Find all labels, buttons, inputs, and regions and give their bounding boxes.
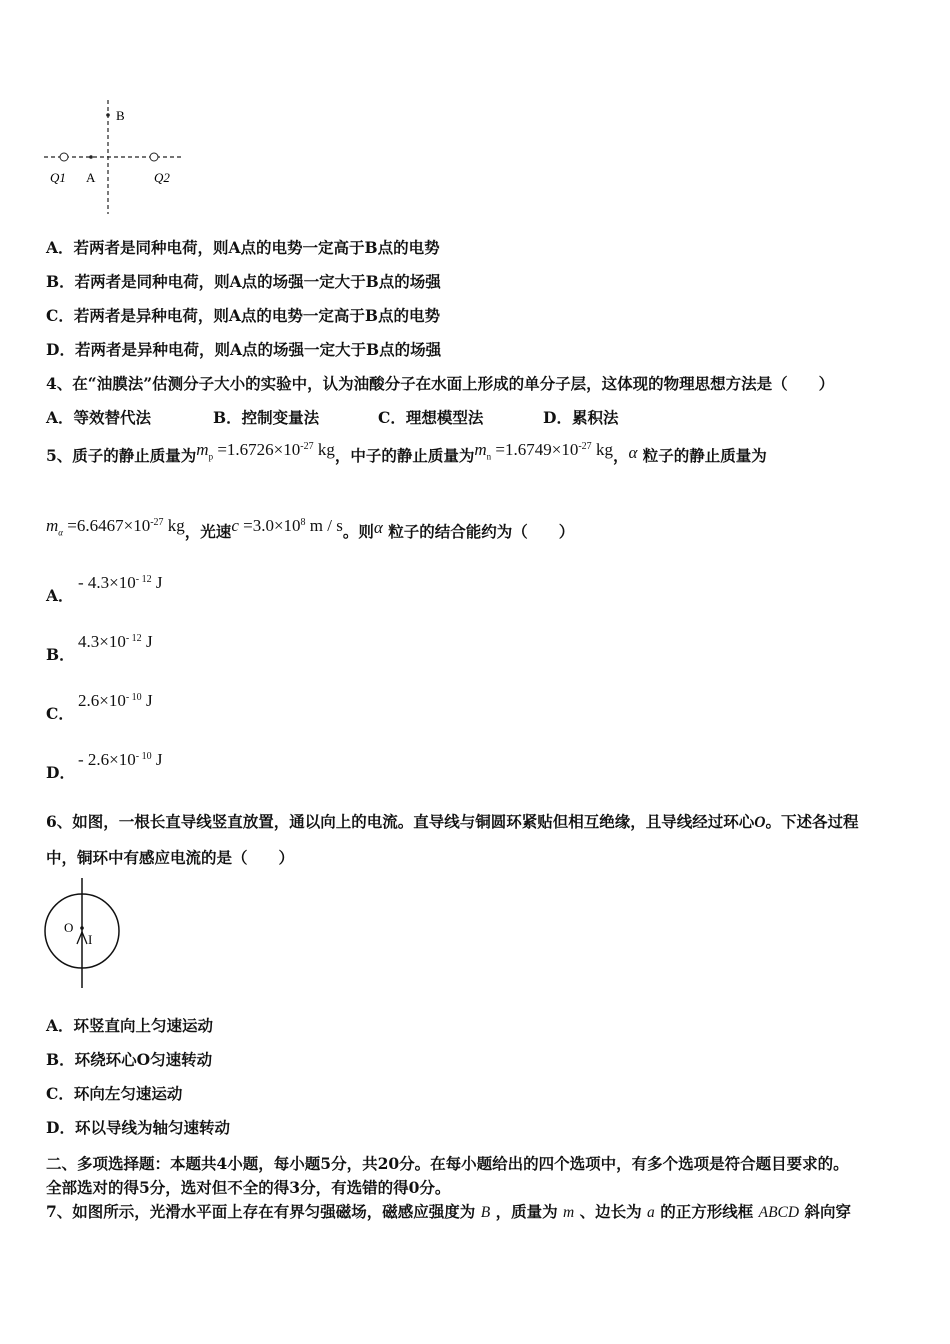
label-o: O [64,920,74,935]
ring-center-dot [80,926,84,930]
q5-mn-unit: kg [595,440,613,459]
q5-c-unit: m / s [309,516,343,535]
q5-text1: 5、质子的静止质量为 [46,446,197,465]
q5-c-value: =3.0×10 [243,516,301,535]
q5-line2: $m_\alpha =6.6467\times 10^{-27}$ kg，光速$c =3.0\times 10^8$ m / s。则α 粒子的结合能约为（ ） [46,516,575,541]
q7-stem: 7、如图所示，光滑水平面上存在有界匀强磁场，磁感应强度为 B ，质量为 m 、边长为 a 的正方形线框 ABCD 斜向穿 [46,1202,851,1221]
q6-stem-line2: 中，铜环中有感应电流的是（ ） [46,848,295,867]
q5-line1: 5、质子的静止质量为$m_p =1.6726\times 10^{-27}$ kg，中子的静止质量为$m_n =1.6749\times 10^{-27}$ kg，α 粒子的静止质量为 [46,440,767,465]
q5-option-d-label: D． [46,763,75,782]
charge-q2 [150,153,158,161]
q6-option-d: D．环以导线为轴匀速转动 [46,1118,230,1137]
q5-option-a-label: A． [46,586,74,605]
q5-option-c-label: C． [46,704,74,723]
label-b: B [116,108,125,123]
q5-option-c-value: $2.6\times 10^{- 10}$ J [78,691,153,710]
q5-text6: 粒子的结合能约为（ ） [388,522,575,541]
q5-mp-unit: kg [317,440,335,459]
ring-wire-figure [40,876,130,992]
q3-option-d: D．若两者是异种电荷，则A点的场强一定大于B点的场强 [46,340,442,359]
q5-ma-value: =6.6467×10 [67,516,151,535]
q4-option-c: C．理想模型法 [378,408,484,427]
q4-option-a: A．等效替代法 [46,408,152,427]
q5-ma-exp: -27 [150,517,164,528]
section2-line2: 全部选对的得5分，选对但不全的得3分，有选错的得0分。 [46,1178,451,1197]
q3-option-c: C．若两者是异种电荷，则A点的电势一定高于B点的电势 [46,306,440,325]
q5-mn-exp: -27 [578,441,592,452]
section2-line1: 二、多项选择题：本题共4小题，每小题5分，共20分。在每小题给出的四个选项中，有多个选项是符合题目要求的。 [46,1154,849,1173]
point-a [89,155,93,159]
label-q1: Q1 [50,170,66,185]
q5-option-a-value: - $4.3\times 10^{- 12}$ J [78,573,163,592]
q4-option-d: D．累积法 [543,408,619,427]
charge-q1 [60,153,68,161]
q5-text4: ，光速 [184,522,232,541]
q5-text2: ，中子的静止质量为 [334,446,475,465]
q5-text5: 。则 [342,522,374,541]
q6-option-a: A．环竖直向上匀速运动 [46,1016,214,1035]
q5-option-b-label: B． [46,645,75,664]
q6-option-c: C．环向左匀速运动 [46,1084,183,1103]
q5-mp-value: =1.6726×10 [217,440,301,459]
q5-c-exp: 8 [300,517,306,528]
label-i: I [88,932,93,947]
charges-figure [40,96,190,216]
point-b [106,113,110,117]
q5-mp-exp: -27 [300,441,314,452]
q5-option-b-value: $4.3\times 10^{- 12}$ J [78,632,153,651]
label-a: A [86,170,96,185]
q5-mn-value: =1.6749×10 [495,440,579,459]
q6-stem-line1: 6、如图，一根长直导线竖直放置，通以向上的电流。直导线与铜圆环紧贴但相互绝缘，且导线经过环心O。下述各过程 [46,812,859,831]
q5-option-d-value: - $2.6\times 10^{- 10}$ J [78,750,163,769]
label-q2: Q2 [154,170,170,185]
q4-stem: 4、在“油膜法”估测分子大小的实验中，认为油酸分子在水面上形成的单分子层，这体现的物理思想方法是（ ） [46,374,835,393]
q5-ma-unit: kg [167,516,185,535]
q3-option-b: B．若两者是同种电荷，则A点的场强一定大于B点的场强 [46,272,441,291]
q6-option-b: B．环绕环心O匀速转动 [46,1050,213,1069]
q3-option-a: A．若两者是同种电荷，则A点的电势一定高于B点的电势 [46,238,440,257]
q5-text3: 粒子的静止质量为 [642,446,767,465]
q4-option-b: B．控制变量法 [213,408,320,427]
